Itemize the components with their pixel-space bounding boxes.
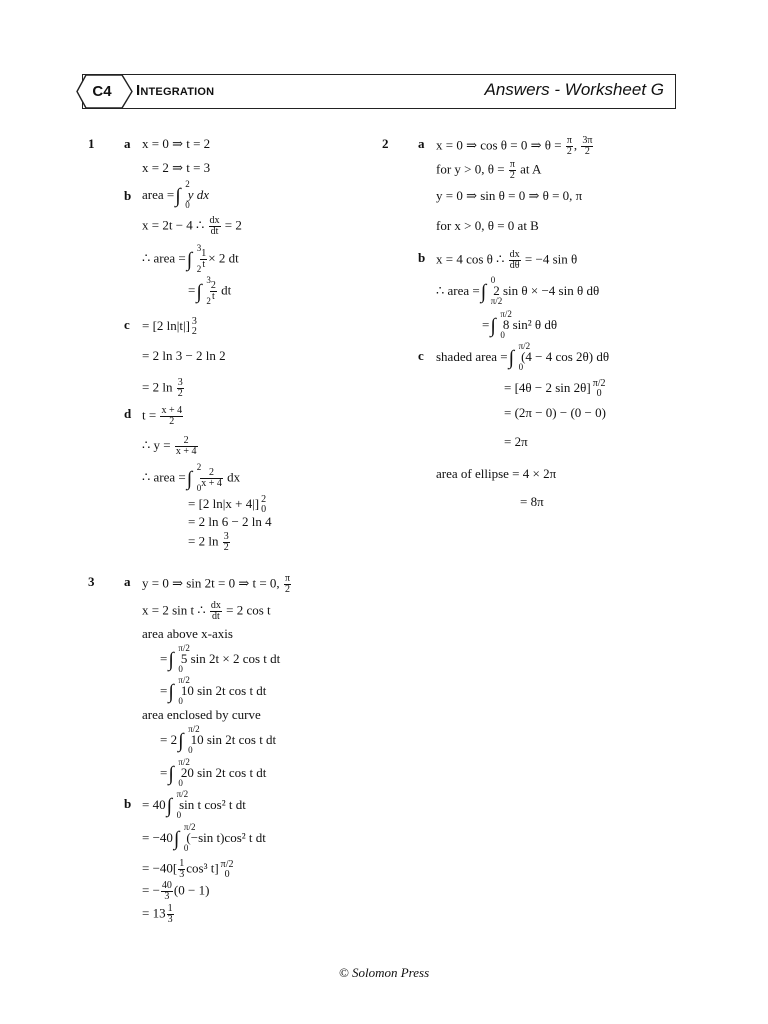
part-label: a (124, 574, 131, 589)
answer-line: ∴ area =∫ 2 0 $\frac{2}{x + 4}$ dx (142, 461, 241, 493)
worksheet-title: Answers - Worksheet G (484, 80, 664, 99)
answer-line: = 2 ln $\frac{3}{2}$ (142, 377, 183, 399)
answer-line: = − $\frac{40}{3}$ (0 − 1) (142, 880, 210, 902)
answer-line: area enclosed by curve (142, 707, 261, 722)
answer-line: = 2∫ π/2 0 10 sin 2t cos t dt (160, 724, 277, 755)
part-label: a (124, 136, 131, 151)
answer-line: = 2 ln 3 − 2 ln 2 (142, 348, 226, 363)
answer-line: for x > 0, θ = 0 at B (436, 218, 539, 233)
part-label: b (124, 796, 132, 811)
answer-line: x = 0 ⇒ t = 2 (142, 136, 211, 151)
answer-line: =∫ π/2 0 20 sin 2t cos t dt (160, 757, 267, 788)
answer-line: = 2π (504, 434, 528, 449)
answer-line: shaded area =∫ π/2 0 (4 − 4 cos 2θ) dθ (436, 341, 610, 372)
chapter-code: C4 (92, 83, 112, 100)
answer-line: ∴ area =∫ 0 π/2 2 sin θ × −4 sin θ dθ (436, 275, 600, 306)
part-label: a (418, 136, 425, 151)
answer-line: x = 2 ⇒ t = 3 (142, 160, 211, 175)
answer-line: =∫ 3 2 $\frac{2}{t}$ dt (188, 274, 232, 306)
answer-line: ∴ area =∫ 3 2 $\frac{1}{t}$ × 2 dt (142, 242, 239, 274)
answer-line: y = 0 ⇒ sin 2t = 0 ⇒ t = 0, $\frac{\pi}{2}$ (142, 573, 290, 595)
answer-line: = [2 ln|x + 4|] 2 0 (188, 494, 267, 515)
part-label: c (418, 348, 424, 363)
answer-line: = [4θ − 2 sin 2θ] π/2 0 (504, 378, 606, 399)
question-number: 1 (88, 136, 95, 151)
question-number: 3 (88, 574, 95, 589)
chapter-title: Integration (136, 82, 215, 99)
answer-line: = 8π (520, 494, 544, 509)
question-number: 2 (382, 136, 389, 151)
part-label: c (124, 317, 130, 332)
answer-line: = 40∫ π/2 0 sin t cos² t dt (142, 789, 246, 820)
answer-line: =∫ π/2 0 8 sin² θ dθ (482, 309, 558, 340)
answer-line: = 2 ln 6 − 2 ln 4 (188, 514, 272, 529)
answer-line: =∫ π/2 0 5 sin 2t × 2 cos t dt (160, 643, 281, 674)
answer-line: y = 0 ⇒ sin θ = 0 ⇒ θ = 0, π (436, 188, 583, 203)
answer-line: t = $\frac{x + 4}{2}$ (142, 405, 183, 427)
answer-line: x = 4 cos θ ∴ $\frac{dx}{d\theta}$ = −4 sin θ (436, 249, 578, 271)
copyright-footer: © Solomon Press (338, 965, 430, 980)
answer-line: = 2 ln $\frac{3}{2}$ (188, 531, 229, 553)
answer-line: x = 2t − 4 ∴ $\frac{dx}{dt}$ = 2 (142, 215, 242, 237)
answer-line: =∫ π/2 0 10 sin 2t cos t dt (160, 675, 267, 706)
answer-line: area =∫ 2 0 y dx (142, 179, 210, 210)
answer-line: = −40∫ π/2 0 (−sin t)cos² t dt (142, 822, 266, 853)
answer-line: for y > 0, θ = $\frac{\pi}{2}$ at A (436, 159, 542, 181)
answer-line: = (2π − 0) − (0 − 0) (504, 405, 606, 420)
answer-line: = −40[ $\frac{1}{3}$ cos³ t] π/2 0 (142, 858, 234, 880)
part-label: b (418, 250, 426, 265)
answer-line: x = 0 ⇒ cos θ = 0 ⇒ θ = $\frac{\pi}{2}$ , $\frac{3\pi}{2}$ (436, 135, 593, 157)
answer-line: = 13 $\frac{1}{3}$ (142, 903, 173, 925)
part-label: b (124, 188, 132, 203)
answer-line: = [2 ln|t|] 3 2 (142, 316, 197, 337)
answer-line: area of ellipse = 4 × 2π (436, 466, 557, 481)
answer-line: area above x-axis (142, 626, 233, 641)
part-label: d (124, 406, 132, 421)
answer-line: ∴ y = $\frac{2}{x + 4}$ (142, 435, 197, 457)
answer-line: x = 2 sin t ∴ $\frac{dx}{dt}$ = 2 cos t (142, 600, 271, 622)
